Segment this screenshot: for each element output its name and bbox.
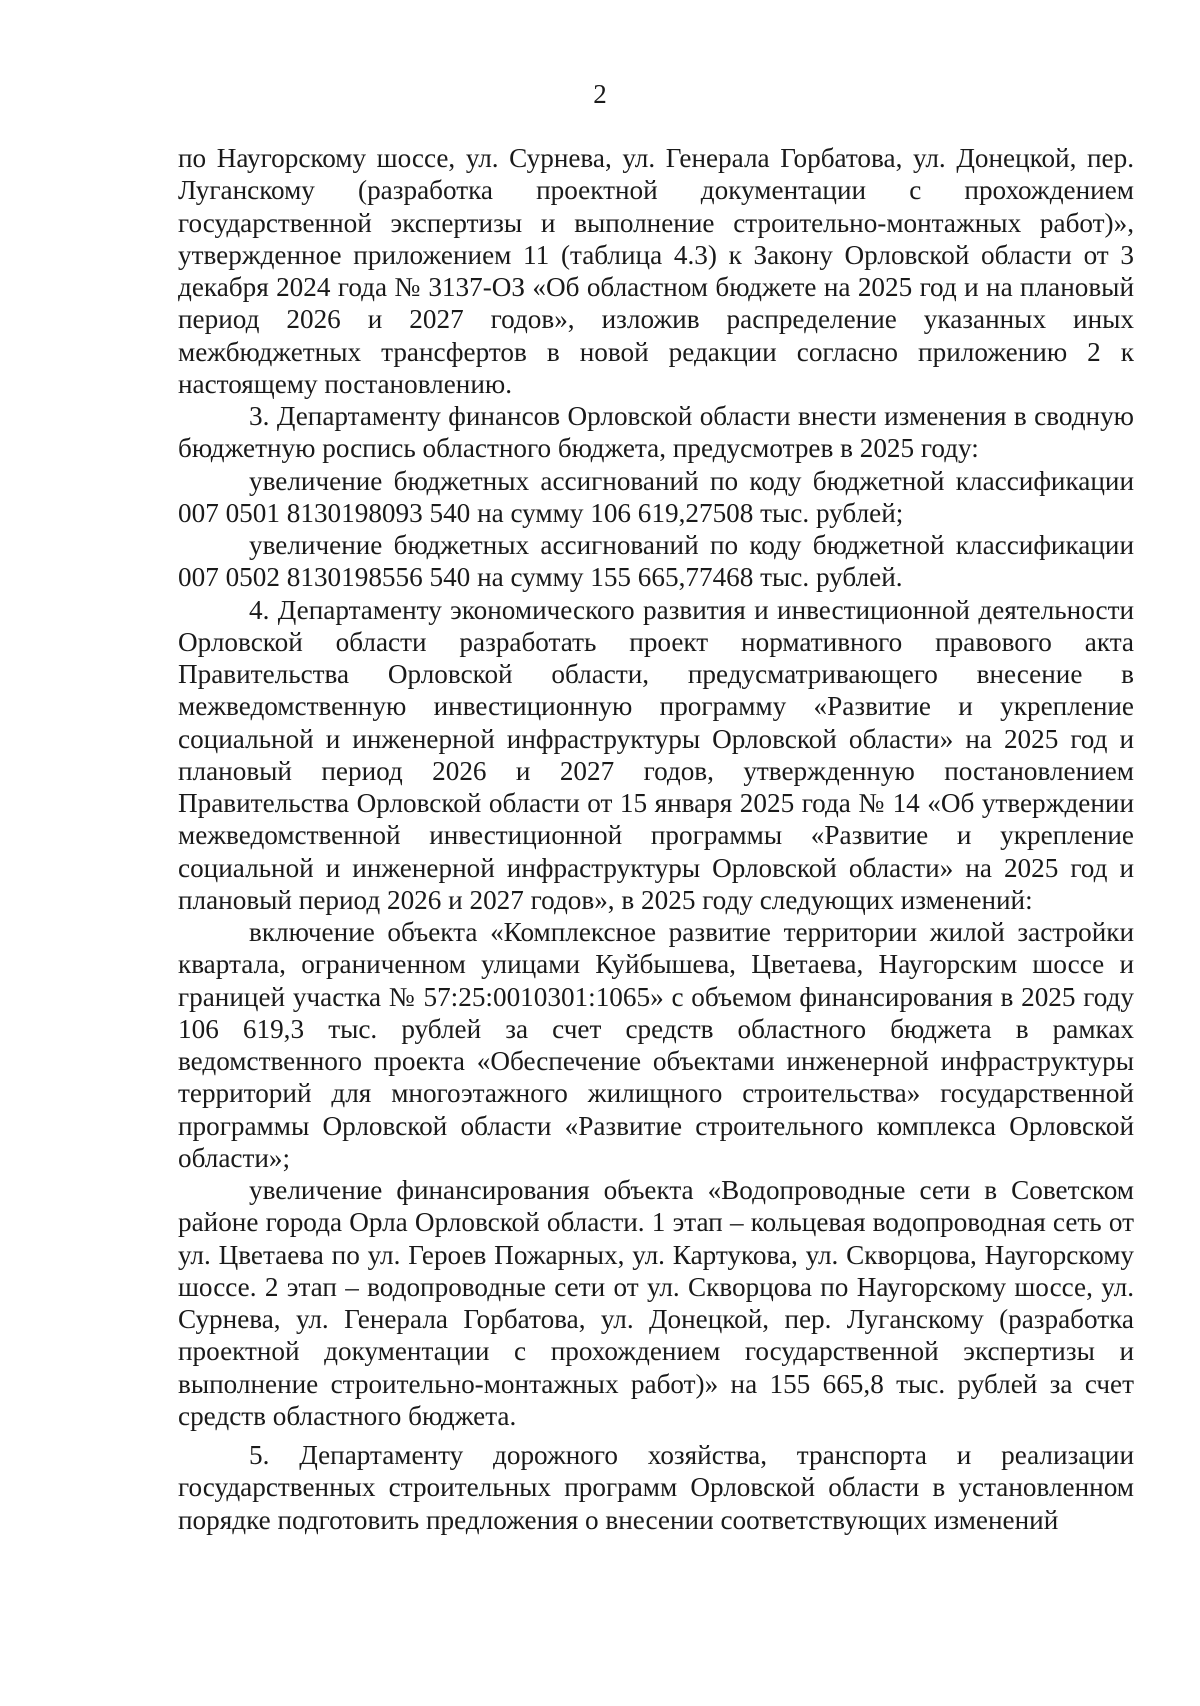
paragraph-continuation: по Наугорскому шоссе, ул. Сурнева, ул. Генерала Горбатова, ул. Донецкой, пер. Луганскому (разработка проектной документации с прохождением государственной экспертизы и выполнение строительно-монтажных работ)», утвержденное приложением 11 (таблица 4.3) к Закону Орловской области от 3 декабря 2024 года № 3137-ОЗ «Об областном бюджете на 2025 год и на плановый период 2026 и 2027 годов», изложив распределение указанных иных межбюджетных трансфертов в новой редакции согласно приложению 2 к настоящему постановлению. bbox=[178, 143, 1134, 399]
document-body bbox=[178, 142, 1134, 1536]
page-number: 2 bbox=[593, 79, 607, 109]
paragraph-object-inclusion: включение объекта «Комплексное развитие территории жилой застройки квартала, ограниченном улицами Куйбышева, Цветаева, Наугорским шоссе и границей участка № 57:25:0010301:1065» с объемом финансирования в 2025 году 106 619,3 тыс. рублей за счет средств областного бюджета в рамках ведомственного проекта «Обеспечение объектами инженерной инфраструктуры территорий для многоэтажного жилищного строительства» государственной программы Орловской области «Развитие строительного комплекса Орловской области»; bbox=[178, 917, 1134, 1173]
paragraph-financing-increase: увеличение финансирования объекта «Водопроводные сети в Советском районе города Орла Орловской области. 1 этап – кольцевая водопроводная сеть от ул. Цветаева по ул. Героев Пожарных, ул. Картукова, ул. Скворцова, Наугорскому шоссе. 2 этап – водопроводные сети от ул. Скворцова по Наугорскому шоссе, ул. Сурнева, ул. Генерала Горбатова, ул. Донецкой, пер. Луганскому (разработка проектной документации с прохождением государственной экспертизы и выполнение строительно-монтажных работ)» на 155 665,8 тыс. рублей за счет средств областного бюджета. bbox=[178, 1175, 1134, 1431]
paragraph-item-4: 4. Департаменту экономического развития и инвестиционной деятельности Орловской области разработать проект нормативного правового акта Правительства Орловской области, предусматривающего внесение в межведомственную инвестиционную программу «Развитие и укрепление социальной и инженерной инфраструктуры Орловской области» на 2025 год и плановый период 2026 и 2027 годов, утвержденную постановлением Правительства Орловской области от 15 января 2025 года № 14 «Об утверждении межведомственной инвестиционной программы «Развитие и укрепление социальной и инженерной инфраструктуры Орловской области» на 2025 год и плановый период 2026 и 2027 годов», в 2025 году следующих изменений: bbox=[178, 594, 1134, 915]
paragraph-item-3: 3. Департаменту финансов Орловской области внести изменения в сводную бюджетную роспись областного бюджета, предусмотрев в 2025 году: bbox=[178, 401, 1134, 464]
paragraph-item-5: 5. Департаменту дорожного хозяйства, транспорта и реализации государственных строительных программ Орловской области в установленном порядке подготовить предложения о внесении соответствующих изменений bbox=[178, 1440, 1134, 1535]
paragraph-budget-increase-2: увеличение бюджетных ассигнований по коду бюджетной классификации 007 0502 8130198556 540 на сумму 155 665,77468 тыс. рублей. bbox=[178, 530, 1134, 593]
paragraph-budget-increase-1: увеличение бюджетных ассигнований по коду бюджетной классификации 007 0501 8130198093 540 на сумму 106 619,27508 тыс. рублей; bbox=[178, 465, 1134, 528]
